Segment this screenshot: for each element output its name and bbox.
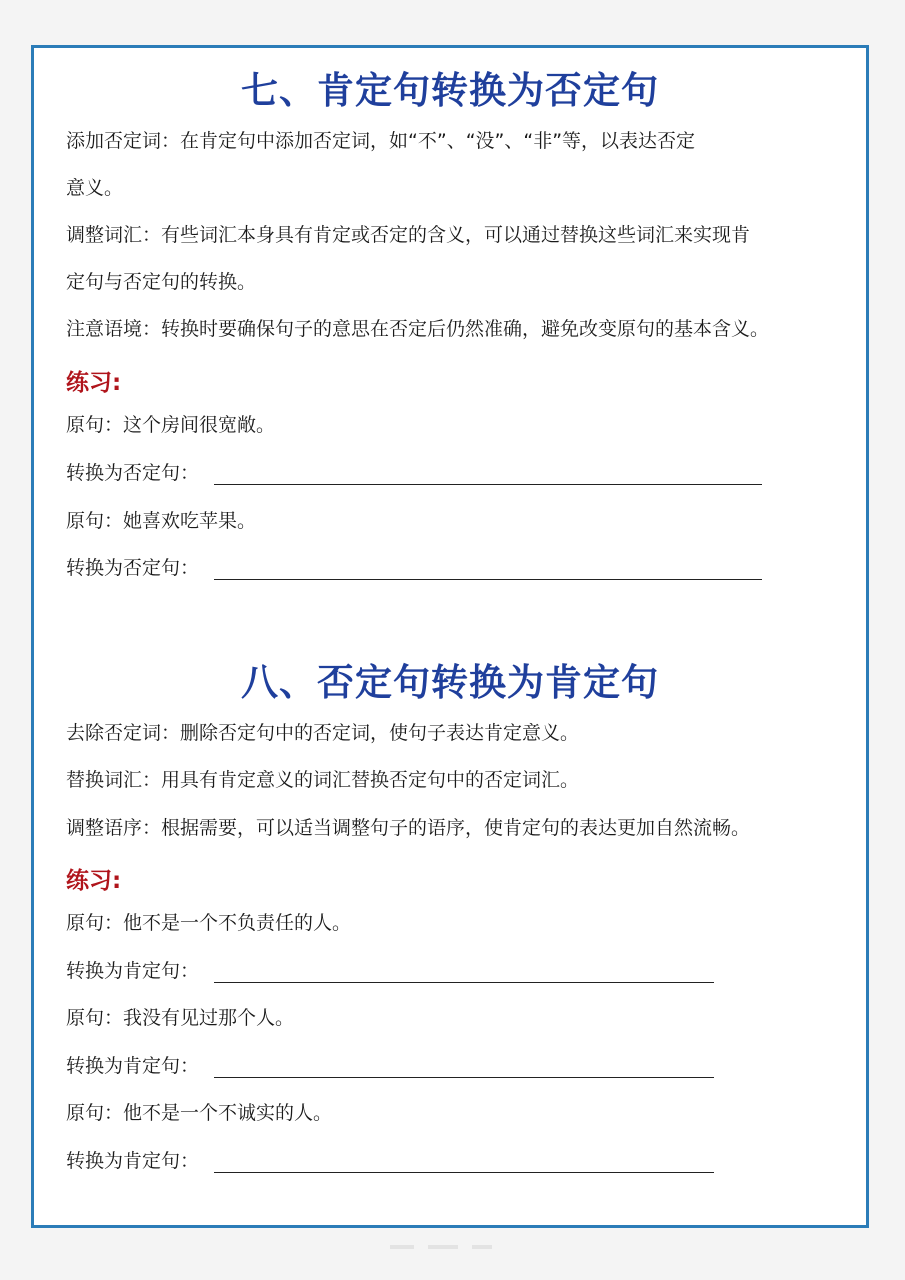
section8-exercise-3-answer-label: 转换为肯定句： bbox=[66, 1150, 200, 1172]
section7-paragraph-2-cont: 定句与否定句的转换。 bbox=[66, 271, 257, 293]
section8-paragraph-3: 调整语序：根据需要，可以适当调整句子的语序，使肯定句的表达更加自然流畅。 bbox=[66, 817, 751, 839]
section7-title: 七、肯定句转换为否定句 bbox=[241, 69, 659, 112]
section8-paragraph-1: 去除否定词：删除否定句中的否定词，使句子表达肯定意义。 bbox=[66, 722, 580, 744]
section7-practice-label: 练习: bbox=[66, 370, 122, 396]
section7-paragraph-1: 添加否定词：在肯定句中添加否定词，如“不”、“没”、“非”等，以表达否定 bbox=[66, 130, 696, 152]
section7-exercise-1-original: 原句：这个房间很宽敞。 bbox=[66, 414, 276, 436]
section7-paragraph-2: 调整词汇：有些词汇本身具有肯定或否定的含义，可以通过替换这些词汇来实现肯 bbox=[66, 224, 751, 246]
footer-mark bbox=[428, 1245, 458, 1249]
section7-exercise-2-answer-blank[interactable] bbox=[214, 579, 762, 580]
section8-paragraph-2: 替换词汇：用具有肯定意义的词汇替换否定句中的否定词汇。 bbox=[66, 769, 580, 791]
section8-exercise-3-answer-blank[interactable] bbox=[214, 1172, 714, 1173]
section7-exercise-2-original: 原句：她喜欢吃苹果。 bbox=[66, 510, 257, 532]
section8-exercise-2-answer-label: 转换为肯定句： bbox=[66, 1055, 200, 1077]
section8-exercise-1-original: 原句：他不是一个不负责任的人。 bbox=[66, 912, 352, 934]
section7-paragraph-1-cont: 意义。 bbox=[66, 177, 124, 199]
section8-title: 八、否定句转换为肯定句 bbox=[241, 661, 659, 704]
worksheet-page bbox=[31, 45, 869, 1228]
section8-practice-label: 练习: bbox=[66, 868, 122, 894]
section7-exercise-1-answer-label: 转换为否定句： bbox=[66, 462, 200, 484]
footer-mark bbox=[472, 1245, 492, 1249]
section7-exercise-1-answer-blank[interactable] bbox=[214, 484, 762, 485]
section7-exercise-2-answer-label: 转换为否定句： bbox=[66, 557, 200, 579]
section7-paragraph-3: 注意语境：转换时要确保句子的意思在否定后仍然准确，避免改变原句的基本含义。 bbox=[66, 318, 770, 340]
page-footer-faint bbox=[390, 1236, 520, 1246]
section8-exercise-2-answer-blank[interactable] bbox=[214, 1077, 714, 1078]
section8-exercise-1-answer-blank[interactable] bbox=[214, 982, 714, 983]
footer-mark bbox=[390, 1245, 414, 1249]
section8-exercise-1-answer-label: 转换为肯定句： bbox=[66, 960, 200, 982]
section8-exercise-3-original: 原句：他不是一个不诚实的人。 bbox=[66, 1102, 333, 1124]
section8-exercise-2-original: 原句：我没有见过那个人。 bbox=[66, 1007, 295, 1029]
